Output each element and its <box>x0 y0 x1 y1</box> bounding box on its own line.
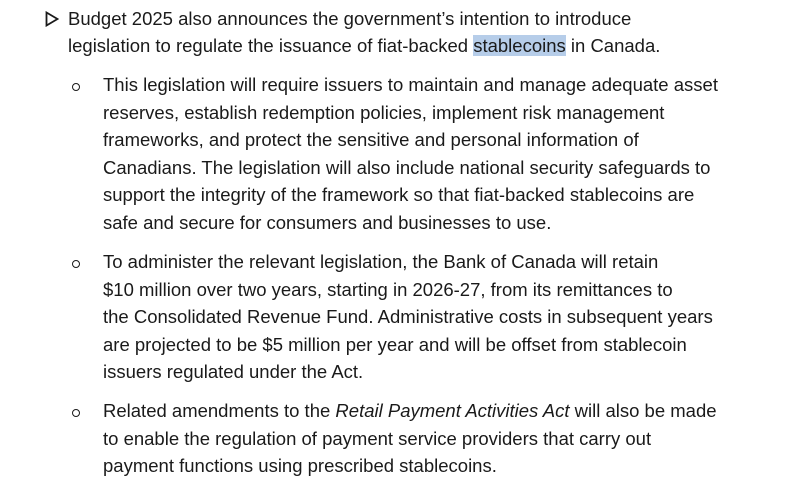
main-item-text-segment: in Canada. <box>565 35 661 56</box>
selected-text-highlight[interactable]: stablecoins <box>473 35 566 56</box>
sub-item-line: to enable the regulation of payment service providers that carry out <box>103 427 652 449</box>
sub-item-text-segment: Related amendments to the <box>103 400 336 421</box>
circle-bullet-icon <box>72 83 80 91</box>
sub-item-text-segment: will also be made <box>569 400 717 421</box>
sub-item-text <box>103 397 773 480</box>
main-item-line: Budget 2025 also announces the government’s intention to introduce <box>68 8 632 29</box>
sub-item-line: Canadians. The legislation will also include national security safeguards to <box>103 156 711 178</box>
sub-item-line: the Consolidated Revenue Fund. Administrative costs in subsequent years <box>103 306 713 327</box>
sub-item-text <box>103 248 773 386</box>
triangle-right-icon <box>45 11 59 27</box>
sub-item-line: issuers regulated under the Act. <box>103 361 364 382</box>
circle-bullet-icon <box>72 409 80 417</box>
act-title: Retail Payment Activities Act <box>335 400 570 421</box>
sub-item-text <box>103 71 773 236</box>
circle-bullet-icon <box>72 260 80 268</box>
sub-item-line: safe and secure for consumers and businesses to use. <box>103 211 552 233</box>
main-item-line <box>68 32 768 59</box>
sub-item-line: This legislation will require issuers to maintain and manage adequate asset <box>103 74 718 95</box>
sub-item-line: are projected to be $5 million per year and will be offset from stablecoin <box>103 333 687 355</box>
sub-item-line: frameworks, and protect the sensitive and personal information of <box>103 129 639 150</box>
main-item-text <box>68 5 768 59</box>
sub-item-line: reserves, establish redemption policies, implement risk management <box>103 101 665 123</box>
sub-item-line: $10 million over two years, starting in 2026-27, from its remittances to <box>103 278 673 300</box>
main-item-text-segment: legislation to regulate the issuance of fiat-backed <box>68 35 474 56</box>
sub-item-line: payment functions using prescribed stablecoins. <box>103 455 497 476</box>
sub-item-line: To administer the relevant legislation, the Bank of Canada will retain <box>103 251 659 272</box>
sub-item-line: support the integrity of the framework so that fiat-backed stablecoins are <box>103 184 695 205</box>
sub-item-line <box>103 397 773 425</box>
